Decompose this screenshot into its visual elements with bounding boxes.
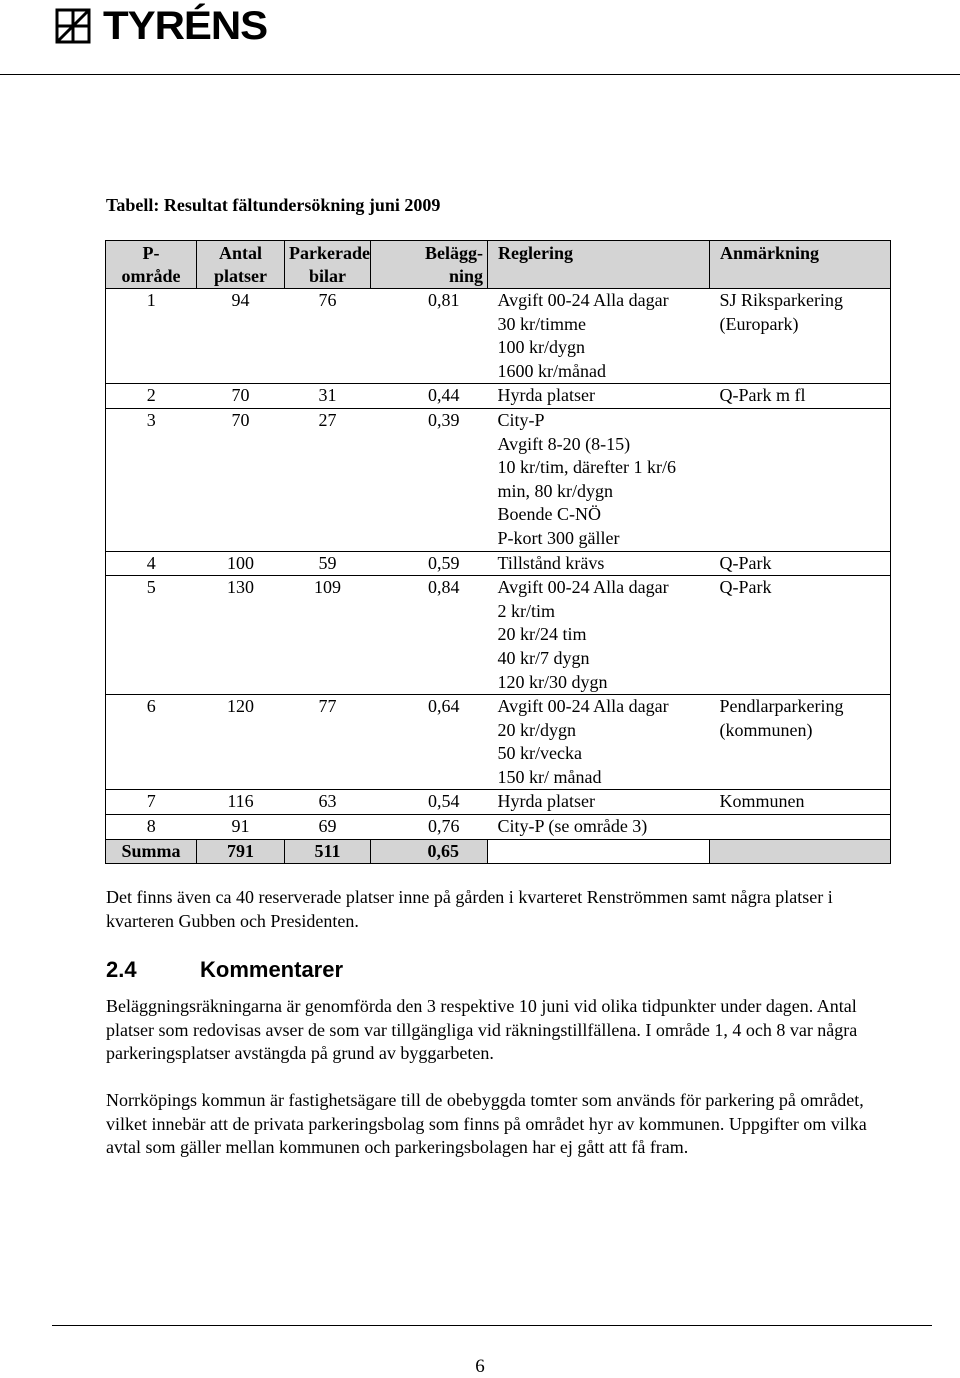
cell-line: Hyrda platser [497,385,595,406]
cell-line: (Europark) [719,313,799,334]
header-cell [197,241,285,289]
note-cell [710,695,891,790]
regulation-cell [488,289,710,384]
parked-cell: 63 [285,790,371,815]
table-row [106,289,891,384]
note-cell [710,384,891,409]
table-row [106,576,891,695]
header-text: område [121,266,181,286]
table-row [106,551,891,576]
header-text: Belägg- [425,243,483,263]
cell-line: SJ Riksparkering [719,290,843,310]
table-row [106,790,891,815]
header-cell [371,241,488,289]
cell-line: 100 kr/dygn [497,337,585,358]
summary-row [106,839,891,864]
summary-parked: 511 [285,839,371,864]
cell-line: 120 kr/30 dygn [497,671,608,692]
header-text: Anmärkning [720,243,820,263]
note-cell [710,408,891,551]
occupancy-cell: 0,64 [371,695,488,790]
regulation-cell [488,695,710,790]
parked-cell: 31 [285,384,371,409]
cell-line: min, 80 kr/dygn [497,480,613,501]
header-divider [0,74,960,75]
header-text: ning [448,266,483,286]
cell-line: Kommunen [719,791,805,812]
header-cell [106,241,197,289]
tyrens-logo-icon [55,8,91,44]
parked-cell: 76 [285,289,371,384]
header-cell [710,241,891,289]
summary-spots: 791 [197,839,285,864]
cell-line: Q-Park [719,552,772,573]
cell-line: 20 kr/24 tim [497,624,587,645]
parked-cell: 27 [285,408,371,551]
spots-cell: 70 [197,384,285,409]
header-cell [285,241,371,289]
header-cell [488,241,710,289]
spots-cell: 116 [197,790,285,815]
logo-text: TYRÉNS [103,4,268,48]
header-text: platser [214,266,267,286]
ownership-paragraph: Norrköpings kommun är fastighetsägare till de obebyggda tomter som används för parkering på området, vilket innebär att de privata parkeringsbolag som finns på området hyr av kommunen. Uppgifter om vilka avtal som gäller mellan kommunen och parkeringsbolagen har ej gått att få fram. [106,1090,867,1158]
note-cell [710,815,891,840]
spots-cell: 70 [197,408,285,551]
parked-cell: 109 [285,576,371,695]
cell-line: 20 kr/dygn [497,719,576,740]
note-cell [710,551,891,576]
regulation-cell [488,384,710,409]
cell-line: City-P [497,409,545,430]
cell-line: Q-Park [719,577,772,598]
area-cell: 8 [106,815,197,840]
cell-line: 150 kr/ månad [497,766,602,787]
spots-cell: 130 [197,576,285,695]
cell-line: 30 kr/timme [497,313,586,334]
cell-line: Boende C-NÖ [497,504,601,525]
spots-cell: 120 [197,695,285,790]
header-text: Parkerade [289,243,370,263]
cell-line: 1600 kr/månad [497,360,606,381]
area-cell: 1 [106,289,197,384]
header-text: Reglering [498,243,573,263]
summary-empty-cell [488,839,710,864]
table-row [106,815,891,840]
cell-line: (kommunen) [719,719,813,740]
cell-line: Avgift 00-24 Alla dagar [497,290,669,310]
note-cell [710,790,891,815]
cell-line: 40 kr/7 dygn [497,647,590,668]
cell-line: 10 kr/tim, därefter 1 kr/6 [497,457,676,478]
spots-cell: 91 [197,815,285,840]
cell-line: 2 kr/tim [497,600,555,621]
area-cell: 7 [106,790,197,815]
regulation-cell [488,576,710,695]
results-table [105,240,891,864]
table-row [106,384,891,409]
occupancy-cell: 0,84 [371,576,488,695]
occupancy-cell: 0,54 [371,790,488,815]
note-cell [710,576,891,695]
header-text: Antal [218,243,262,263]
cell-line: P-kort 300 gäller [497,527,620,548]
section-heading [106,957,343,983]
table-header-row [106,241,891,289]
area-cell: 2 [106,384,197,409]
cell-line: Hyrda platser [497,791,595,812]
area-cell: 4 [106,551,197,576]
counting-paragraph: Beläggningsräkningarna är genomförda den 3 respektive 10 juni vid olika tidpunkter under dagen. Antal platser som redovisas avser de som var tillgängliga vid räkningstillfällena. I område 1, 4 och 8 var några parkeringsplatser avstängda på grund av byggarbeten. [106,996,858,1064]
regulation-cell [488,408,710,551]
page-number: 6 [475,1356,485,1377]
occupancy-cell: 0,81 [371,289,488,384]
section-title: Kommentarer [200,957,344,982]
area-cell: 3 [106,408,197,551]
spots-cell: 94 [197,289,285,384]
cell-line: Avgift 8-20 (8-15) [497,433,631,454]
parked-cell: 77 [285,695,371,790]
table-row [106,408,891,551]
footer-divider [52,1325,932,1326]
spots-cell: 100 [197,551,285,576]
area-cell: 6 [106,695,197,790]
summary-empty-cell [710,839,891,864]
regulation-cell [488,551,710,576]
reserved-spots-paragraph: Det finns även ca 40 reserverade platser inne på gården i kvarteret Renströmmen samt några platser i kvarteren Gubben och Presidenten. [106,887,833,931]
table-caption: Tabell: Resultat fältundersökning juni 2009 [106,195,441,215]
table-row [106,695,891,790]
cell-line: Q-Park m fl [719,385,806,406]
summary-label: Summa [106,839,197,864]
regulation-cell [488,815,710,840]
cell-line: Avgift 00-24 Alla dagar [497,696,669,717]
occupancy-cell: 0,39 [371,408,488,551]
section-number: 2.4 [106,957,137,982]
company-logo [55,4,268,48]
occupancy-cell: 0,59 [371,551,488,576]
cell-line: Pendlarparkering [719,696,844,717]
parked-cell: 59 [285,551,371,576]
summary-occupancy: 0,65 [371,839,488,864]
occupancy-cell: 0,44 [371,384,488,409]
header-text: P- [142,243,160,263]
note-cell [710,289,891,384]
cell-line: 50 kr/vecka [497,743,582,764]
area-cell: 5 [106,576,197,695]
occupancy-cell: 0,76 [371,815,488,840]
header-text: bilar [308,266,346,286]
cell-line: Avgift 00-24 Alla dagar [497,577,669,598]
cell-line: City-P (se område 3) [497,816,648,837]
cell-line: Tillstånd krävs [497,552,605,573]
parked-cell: 69 [285,815,371,840]
regulation-cell [488,790,710,815]
